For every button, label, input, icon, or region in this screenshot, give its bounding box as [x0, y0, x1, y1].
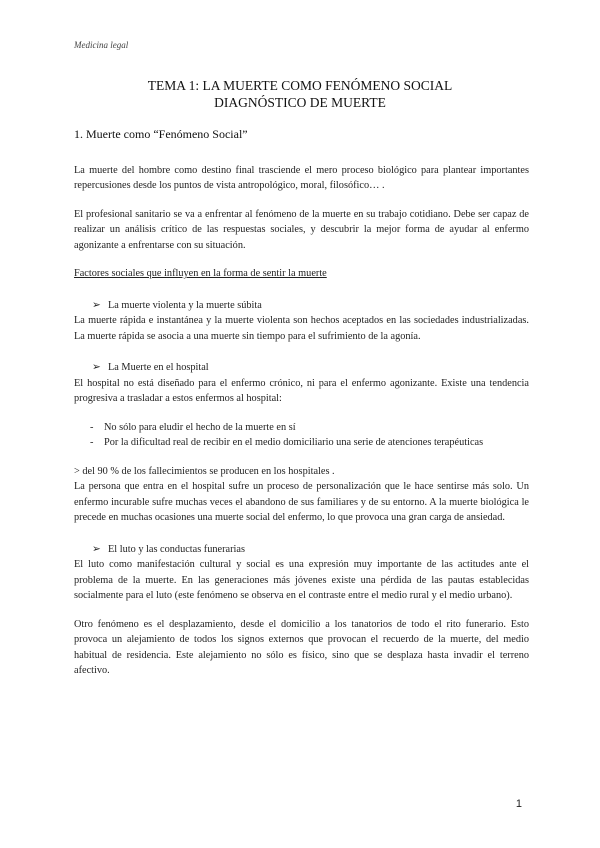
list-item: - No sólo para eludir el hecho de la muerte en sí [90, 420, 529, 436]
paragraph-violent-death: La muerte rápida e instantánea y la muerte violenta son hechos aceptados en las sociedades industrializadas. La muerte rápida se asocia a una muerte sin tiempo para el sufrimiento de la agonía. [74, 315, 529, 342]
running-header: Medicina legal [74, 40, 129, 50]
section-heading: 1. Muerte como “Fenómeno Social” [74, 127, 248, 141]
arrow-bullet-icon: ➢ [92, 543, 101, 555]
title-line-1: TEMA 1: LA MUERTE COMO FENÓMENO SOCIAL [147, 78, 453, 93]
page-number: 1 [515, 798, 522, 810]
title-line-2: DIAGNÓSTICO DE MUERTE [214, 95, 386, 110]
dash-list [74, 420, 529, 451]
statistic-line: > del 90 % de los fallecimientos se producen en los hospitales . [74, 465, 335, 477]
paragraph-professional: El profesional sanitario se va a enfrentar al fenómeno de la muerte en su trabajo cotidiano. Debe ser capaz de realizar un análisis crítico de las respuestas sociales, y descubrir la mejor forma de ayudar al enfermo agonizante a enfrentarse con su situación. [74, 208, 529, 251]
paragraph-mourning: El luto como manifestación cultural y social es una expresión muy importante de las actitudes ante el problema de la muerte. En las generaciones más jóvenes existe una pérdida de las pautas establecidas socialmente para el luto (este fenómeno se observa en el contraste entre el medio rural y el medio urbano). [74, 559, 529, 601]
factors-heading: Factores sociales que influyen en la forma de sentir la muerte [74, 268, 327, 279]
arrow-bullet-icon: ➢ [92, 362, 101, 373]
bullet-heading-violent-death [92, 298, 529, 314]
paragraph-hospital: El hospital no está diseñado para el enfermo crónico, ni para el enfermo agonizante. Existe una tendencia progresiva a trasladar a estos enfermos al hospital: [74, 377, 529, 404]
arrow-bullet-icon: ➢ [92, 299, 101, 311]
document-body [74, 127, 529, 679]
dash-bullet-icon: - [90, 437, 94, 448]
bullet-heading-hospital [92, 360, 529, 376]
bullet-heading-label: La Muerte en el hospital [108, 362, 209, 373]
bullet-heading-label: La muerte violenta y la muerte súbita [108, 299, 262, 311]
paragraph-intro: La muerte del hombre como destino final trasciende el mero proceso biológico para plantear importantes repercusiones desde los puntos de vista antropológico, moral, filosófico… . [74, 164, 529, 191]
list-item: - Por la dificultad real de recibir en el medio domiciliario una serie de atenciones terapéuticas [90, 435, 529, 451]
paragraph-patient-isolation: La persona que entra en el hospital sufre un proceso de personalización que le hace sentirse más solo. Un enfermo incurable sufre muchas veces el abandono de sus familiares y de su entorno. A la muerte biológica le precede en muchas ocasiones una muerte social del enfermo, lo que provoca una gran carga de ansiedad. [74, 481, 529, 523]
paragraph-funeral-displacement: Otro fenómeno es el desplazamiento, desde el domicilio a los tanatorios de todo el rito funerario. Esto provoca un alejamiento de todos los signos externos que provocan el recuerdo de la muerte, del medio habitual de residencia. Este alejamiento no sólo es físico, sino que se desplaza hasta invadir el terreno afectivo. [74, 618, 529, 676]
dash-bullet-icon: - [90, 421, 94, 433]
bullet-heading-label: El luto y las conductas funerarias [108, 543, 245, 555]
bullet-heading-mourning [92, 542, 529, 558]
page-title [0, 77, 600, 111]
